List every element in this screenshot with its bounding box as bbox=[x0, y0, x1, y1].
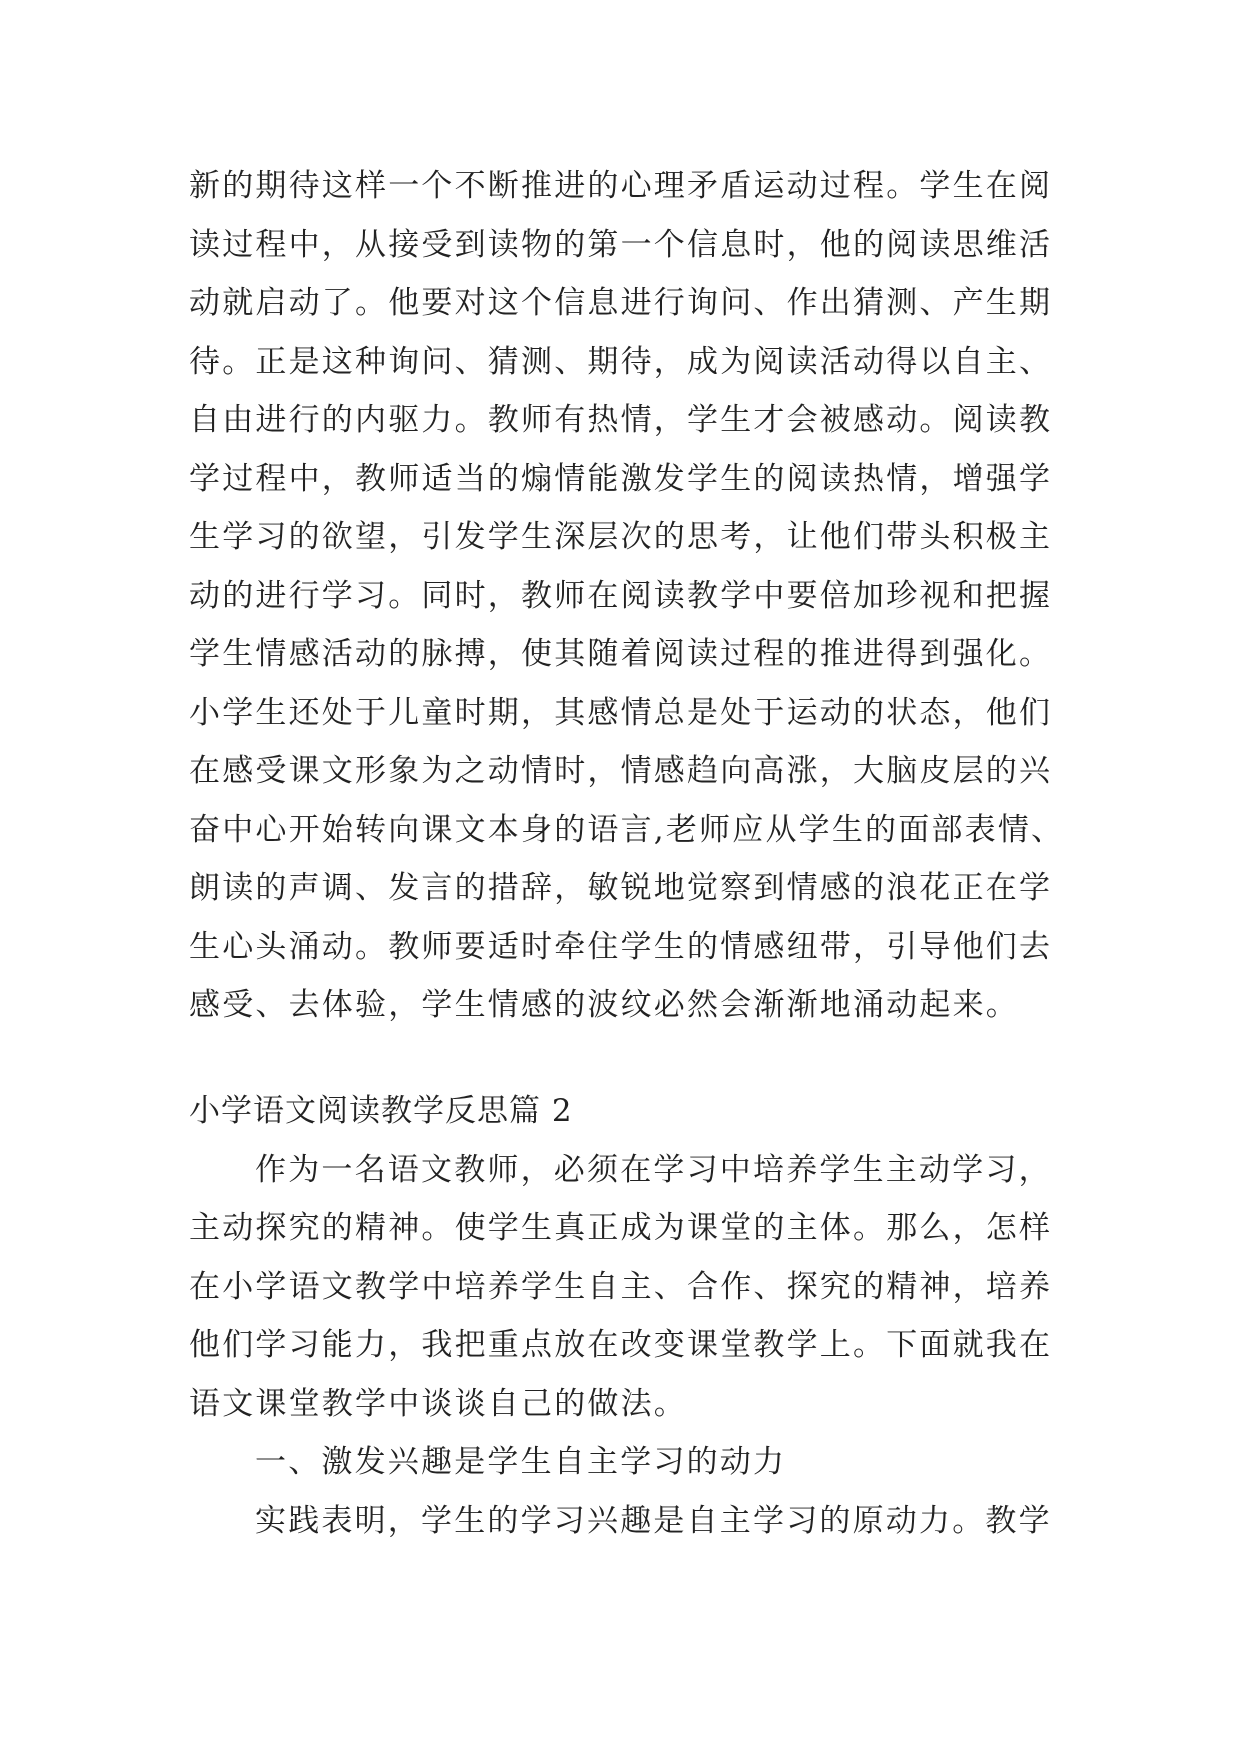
section-heading: 小学语文阅读教学反思篇 2 bbox=[189, 1093, 573, 1129]
paragraph-line: 新的期待这样一个不断推进的心理矛盾运动过程。学生在阅 bbox=[189, 168, 1053, 204]
paragraph-line: 学生情感活动的脉搏，使其随着阅读过程的推进得到强化。 bbox=[189, 636, 1053, 672]
intro-line: 作为一名语文教师，必须在学习中培养学生主动学习， bbox=[255, 1151, 1052, 1188]
paragraph-line: 在感受课文形象为之动情时，情感趋向高涨，大脑皮层的兴 bbox=[189, 753, 1053, 789]
intro-line: 在小学语文教学中培养学生自主、合作、探究的精神，培养 bbox=[189, 1268, 1053, 1305]
subheading: 一、激发兴趣是学生自主学习的动力 bbox=[255, 1444, 787, 1480]
intro-line: 他们学习能力，我把重点放在改变课堂教学上。下面就我在 bbox=[189, 1327, 1053, 1363]
paragraph-line: 待。正是这种询问、猜测、期待，成为阅读活动得以自主、 bbox=[189, 343, 1053, 380]
paragraph-line: 自由进行的内驱力。教师有热情，学生才会被感动。阅读教 bbox=[189, 402, 1053, 438]
section-2 bbox=[189, 1082, 1054, 1550]
paragraph-line: 奋中心开始转向课文本身的语言,老师应从学生的面部表情、 bbox=[189, 811, 1065, 848]
paragraph-line: 感受、去体验，学生情感的波纹必然会渐渐地涌动起来。 bbox=[189, 987, 1019, 1023]
intro-line: 语文课堂教学中谈谈自己的做法。 bbox=[189, 1385, 687, 1422]
paragraph-line: 学过程中，教师适当的煽情能激发学生的阅读热情，增强学 bbox=[189, 460, 1053, 497]
body-line: 实践表明，学生的学习兴趣是自主学习的原动力。教学 bbox=[255, 1502, 1052, 1539]
paragraph-line: 生学习的欲望，引发学生深层次的思考，让他们带头积极主 bbox=[189, 519, 1053, 555]
paragraph-line: 动就启动了。他要对这个信息进行询问、作出猜测、产生期 bbox=[189, 285, 1053, 321]
paragraph-continued bbox=[189, 157, 1065, 1035]
intro-line: 主动探究的精神。使学生真正成为课堂的主体。那么，怎样 bbox=[189, 1210, 1053, 1246]
paragraph-line: 动的进行学习。同时，教师在阅读教学中要倍加珍视和把握 bbox=[189, 577, 1053, 614]
paragraph-line: 读过程中，从接受到读物的第一个信息时，他的阅读思维活 bbox=[189, 226, 1053, 263]
paragraph-line: 朗读的声调、发言的措辞，敏锐地觉察到情感的浪花正在学 bbox=[189, 870, 1053, 906]
paragraph-line: 生心头涌动。教师要适时牵住学生的情感纽带，引导他们去 bbox=[189, 928, 1053, 965]
paragraph-line: 小学生还处于儿童时期，其感情总是处于运动的状态，他们 bbox=[189, 694, 1053, 731]
